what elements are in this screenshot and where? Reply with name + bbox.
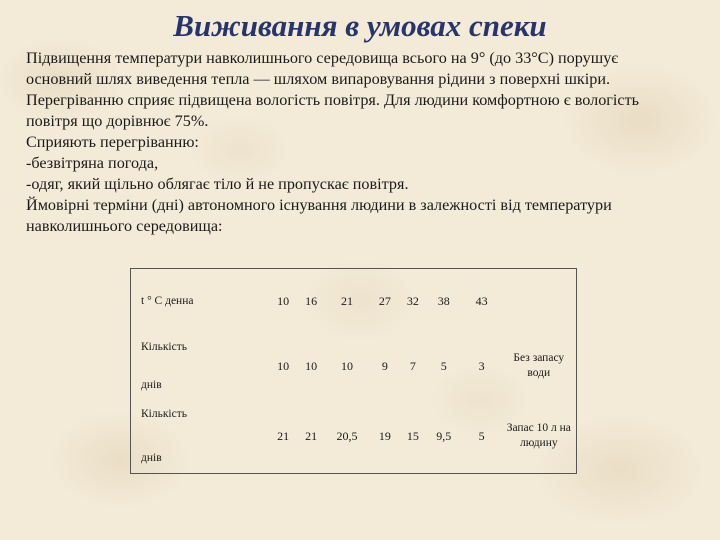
row-label-days-with-water (131, 399, 269, 474)
table-cell: 7 (409, 358, 416, 373)
body-line: Підвищення температури навколишнього середовища всього на 9° (до 33°С) порушує (26, 49, 619, 67)
row-label-bottom: днів (141, 379, 162, 391)
row-note (502, 269, 577, 334)
table-row-temperature (131, 269, 577, 334)
row-label-bottom: днів (141, 452, 162, 464)
table-cell: 21 (305, 428, 318, 443)
table-cell: 5 (478, 428, 485, 443)
table-cell: 38 (437, 293, 450, 308)
table-cell: 3 (478, 358, 485, 373)
table-cell: 9 (381, 358, 388, 373)
body-text (26, 48, 716, 237)
table-row-with-water (131, 399, 577, 474)
table-cell: 10 (340, 358, 353, 373)
body-line: Сприяють перегріванню: (26, 133, 199, 151)
table-cell: 20,5 (336, 428, 358, 443)
body-line: основний шлях виведення тепла — шляхом випаровування рідини з поверхні шкіри. (26, 70, 611, 88)
row-label-temperature: t ° C денна (141, 295, 194, 307)
table-cell: 15 (406, 428, 419, 443)
body-line: -одяг, який щільно облягає тіло й не пропускає повітря. (26, 175, 409, 193)
table-cell: 32 (406, 293, 419, 308)
slide-title: Виживання в умовах спеки (173, 8, 547, 43)
body-line: Ймовірні терміни (дні) автономного існування людини в залежності від температури (26, 196, 612, 214)
table-cell: 10 (277, 358, 290, 373)
table-cell: 21 (277, 428, 290, 443)
table-cell: 5 (440, 358, 447, 373)
body-line: Перегріванню сприяє підвищена вологість повітря. Для людини комфортною є вологість (26, 91, 640, 109)
table-cell: 43 (475, 293, 488, 308)
table-cell: 10 (305, 358, 318, 373)
row-note-with-water: Запас 10 л на людину (506, 422, 571, 449)
body-line: навколишнього середовища: (26, 217, 223, 235)
table-cell: 9,5 (436, 428, 452, 443)
table-row-no-water (131, 333, 577, 399)
row-note-no-water: Без запасу води (513, 352, 565, 379)
row-label-top: Кількість (141, 408, 188, 420)
row-label-days-no-water (131, 333, 269, 399)
table-cell: 10 (277, 293, 290, 308)
table-cell: 19 (378, 428, 391, 443)
body-line: -безвітряна погода, (26, 154, 159, 172)
table-cell: 27 (378, 293, 391, 308)
survival-table (130, 268, 577, 474)
body-line: повітря що дорівнює 75%. (26, 112, 209, 130)
row-label-top: Кількість (141, 341, 188, 353)
table-cell: 21 (340, 293, 353, 308)
table-cell: 16 (305, 293, 318, 308)
